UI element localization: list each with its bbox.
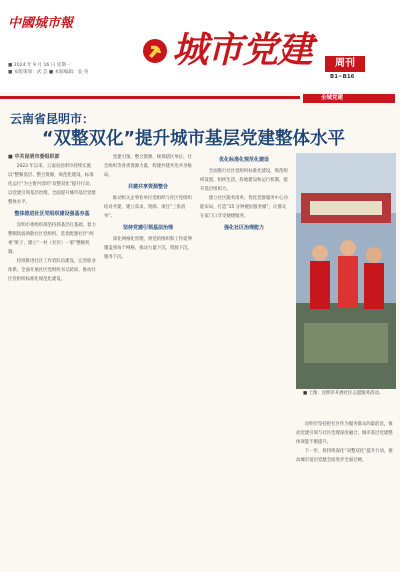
paragraph: 昆明市坚持把社区作为服务群众的最前沿，推动党建引领与社区治理深度融合，城市基层党建整体效能不断提升。 bbox=[296, 422, 393, 445]
paragraph: 持续推进社区工作者队伍建设，完善职业体系，全面开展社区党组织书记轮训，推动社区党组织标准化规范化建设。 bbox=[8, 259, 96, 282]
subheading: 优化标准化规范化建设 bbox=[218, 157, 269, 163]
paragraph: 建立社区服务清单，优化党群服务中心功能布局，打造“15 分钟便民服务圈”，让群众在家门口享受便捷服务。 bbox=[200, 196, 288, 219]
page-range: B1~B16 bbox=[330, 74, 355, 80]
byline: ■ 中共昆明市委组织部 bbox=[8, 154, 60, 160]
issue-editors: ■ 本版策划：武 芸 ■ 本版编辑：袁 英 bbox=[8, 70, 89, 75]
subheading: 整体推进社区党组织建设强基夯基 bbox=[14, 211, 90, 217]
paragraph: 下一步，将持续深化“双整双化”提升行动，推动城市基层党建全面进步全面过硬。 bbox=[296, 449, 393, 463]
article-kicker: 云南省昆明市： bbox=[10, 112, 95, 126]
subheading: 坚持党建引领基层治理 bbox=[122, 225, 173, 231]
section-divider bbox=[0, 96, 300, 99]
issue-meta bbox=[8, 62, 88, 76]
article-column-3 bbox=[200, 153, 288, 565]
paragraph: 全面推行社区党组织标准化建设，规范组织设置、组织生活、阵地建设和运行机制，提升基层组织力。 bbox=[200, 169, 288, 192]
paragraph: 深化网格化管理，将党的组织和工作延伸覆盖到每个网格，推动力量下沉、资源下沉、服务下沉。 bbox=[104, 237, 192, 260]
article-column-1 bbox=[8, 153, 96, 565]
issue-date: ■ 2024 年 9 月 16 日 星期一 bbox=[8, 63, 71, 68]
article-column-2 bbox=[104, 153, 192, 565]
masthead bbox=[0, 0, 400, 92]
section-label: 全域党建 bbox=[303, 94, 395, 103]
volunteers-photo-image bbox=[296, 153, 396, 389]
paragraph: 党建引领、整合资源，统筹辖区单位、社会组织等各类资源力量，构建共建共治共享格局。 bbox=[104, 155, 192, 178]
photo-caption: ■ 上图：昆明市开展社区志愿服务活动。 bbox=[303, 391, 384, 396]
newspaper-title: 中國城市報 bbox=[8, 16, 74, 31]
article-column-4 bbox=[296, 420, 396, 565]
paragraph: 昆明市委组织部坚持抓基层打基础，着力整顿软弱涣散社区党组织，选优配强社区“两委”班子，建立“一村（社区）一策”整顿机制。 bbox=[8, 223, 96, 255]
brand-title: 城市党建 bbox=[172, 29, 313, 71]
paragraph: 推动机关企事业单位党组织与社区党组织结对共建，建立需求、资源、项目“三张清单”。 bbox=[104, 196, 192, 219]
weekly-badge: 周刊 bbox=[325, 56, 365, 72]
paragraph: 2023 年以来，云南省昆明市持续实施以“整顿基层、整合资源，规范化建设、标准化运行”为主要内容的“双整双化”提升行动，以党建引领基层治理，全面提升城市基层党建整体水平。 bbox=[8, 164, 96, 205]
party-emblem-icon bbox=[142, 38, 168, 64]
article-headline: “双整双化”提升城市基层党建整体水平 bbox=[42, 129, 346, 149]
subheading: 强化社区治理能力 bbox=[223, 225, 264, 231]
article-photo bbox=[296, 153, 396, 389]
subheading: 共建共享资源整合 bbox=[127, 184, 168, 190]
